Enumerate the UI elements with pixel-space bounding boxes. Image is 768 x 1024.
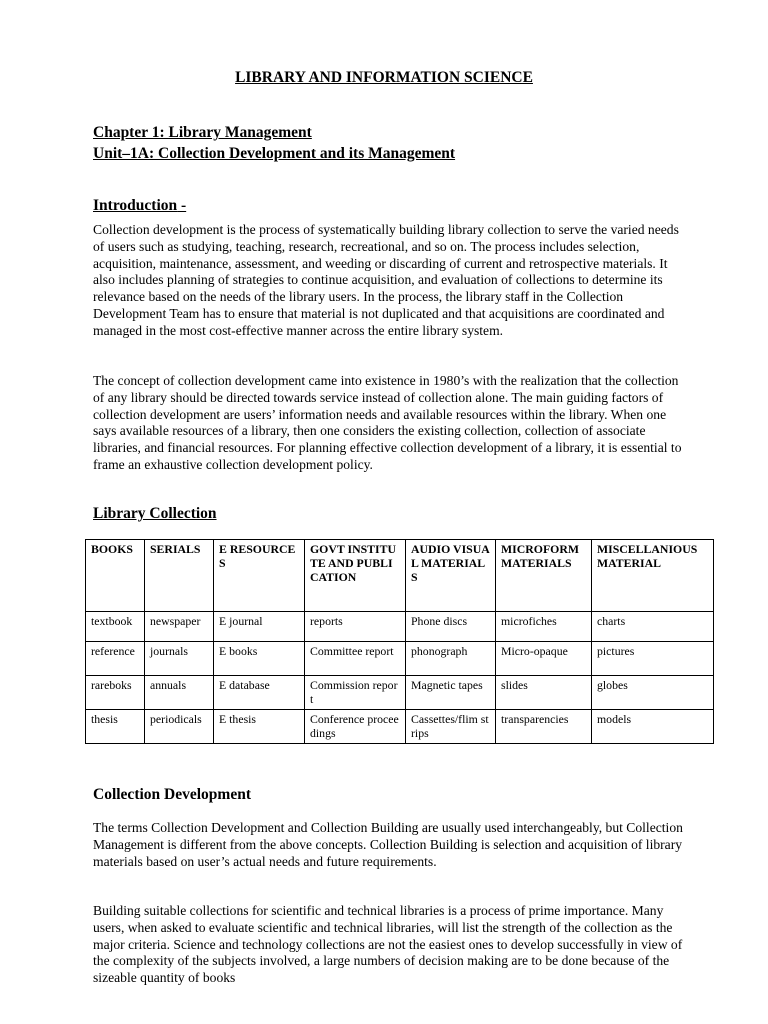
table-cell: slides (496, 676, 592, 710)
table-cell: Magnetic tapes (406, 676, 496, 710)
chapter-heading (93, 122, 455, 164)
introduction-paragraph: The concept of collection development came into existence in 1980’s with the realization that the collection of any library should be directed towards service instead of collection alone. The main guiding factors of collection development are users’ information needs and available resources within the library. When one says available resources of a library, then one considers the existing collection, collection of associate libraries, and financial resources. For planning effective collection development of a library, it is essential to frame an exhaustive collection development policy. (93, 373, 682, 472)
column-header-serials: SERIALS (145, 540, 214, 612)
table-cell: periodicals (145, 710, 214, 744)
table-cell: microfiches (496, 612, 592, 642)
table-cell: Phone discs (406, 612, 496, 642)
table-cell: annuals (145, 676, 214, 710)
document-title: LIBRARY AND INFORMATION SCIENCE (235, 69, 533, 86)
library-collection-heading: Library Collection (93, 505, 217, 522)
collection-development-paragraph: The terms Collection Development and Collection Building are usually used interchangeably, but Collection Management is different from the above concepts. Collection Building is selection and acquisition of library materials based on user’s actual needs and future requirements. (93, 820, 683, 869)
table-cell: E books (214, 642, 305, 676)
collection-development-paragraph: Building suitable collections for scientific and technical libraries is a process of prime importance. Many users, when asked to evaluate scientific and technical libraries, will list the strength of the collection as the major criteria. Science and technology collections are not the easiest ones to develop successfully in view of the complexity of the subjects involved, a large numbers of decision making are to be done because of the sizeable quantity of books (93, 903, 683, 986)
column-header-books: BOOKS (86, 540, 145, 612)
table-cell: rareboks (86, 676, 145, 710)
table-cell: textbook (86, 612, 145, 642)
table-cell: journals (145, 642, 214, 676)
column-header-govt-publications: GOVT INSTITUTE AND PUBLICATION (305, 540, 406, 612)
collection-development-heading: Collection Development (93, 786, 251, 803)
introduction-heading-suffix: - (177, 197, 187, 214)
table-cell: reports (305, 612, 406, 642)
table-cell: Micro-opaque (496, 642, 592, 676)
column-header-e-resources: E RESOURCES (214, 540, 305, 612)
column-header-microform: MICROFORM MATERIALS (496, 540, 592, 612)
column-header-miscellaneous: MISCELLANIOUS MATERIAL (592, 540, 714, 612)
table-cell: thesis (86, 710, 145, 744)
unit-title: Unit–1A: Collection Development and its Management (93, 145, 456, 162)
introduction-paragraph: Collection development is the process of systematically building library collection to serve the varied needs of users such as studying, teaching, research, recreational, and so on. The process includes selection, acquisition, maintenance, assessment, and weeding or discarding of current and retrospective materials. It also includes planning of strategies to continue acquisition, and evaluation of collections to determine its relevance based on the needs of the library users. In the process, the library staff in the Collection Development Team has to ensure that material is not duplicated and that acquisitions are coordinated and managed in the most cost-effective manner across the entire library system. (93, 222, 679, 338)
table-cell: Committee report (305, 642, 406, 676)
table-cell: models (592, 710, 714, 744)
table-row (86, 642, 714, 676)
table-cell: E journal (214, 612, 305, 642)
chapter-title: Chapter 1: Library Management (93, 124, 312, 141)
table-cell: newspaper (145, 612, 214, 642)
table-cell: E database (214, 676, 305, 710)
table-header-row (86, 540, 714, 612)
library-collection-table (85, 539, 714, 744)
table-cell: E thesis (214, 710, 305, 744)
introduction-heading-text: Introduction (93, 197, 178, 214)
table-cell: Conference proceedings (305, 710, 406, 744)
table-cell: charts (592, 612, 714, 642)
introduction-heading (93, 197, 186, 215)
table-cell: Cassettes/flim strips (406, 710, 496, 744)
table-row (86, 612, 714, 642)
table-cell: globes (592, 676, 714, 710)
table-row (86, 710, 714, 744)
table-cell: transparencies (496, 710, 592, 744)
table-row (86, 676, 714, 710)
table-cell: Commission report (305, 676, 406, 710)
table-cell: pictures (592, 642, 714, 676)
column-header-audio-visual: AUDIO VISUAL MATERIALS (406, 540, 496, 612)
table-cell: reference (86, 642, 145, 676)
table-cell: phonograph (406, 642, 496, 676)
